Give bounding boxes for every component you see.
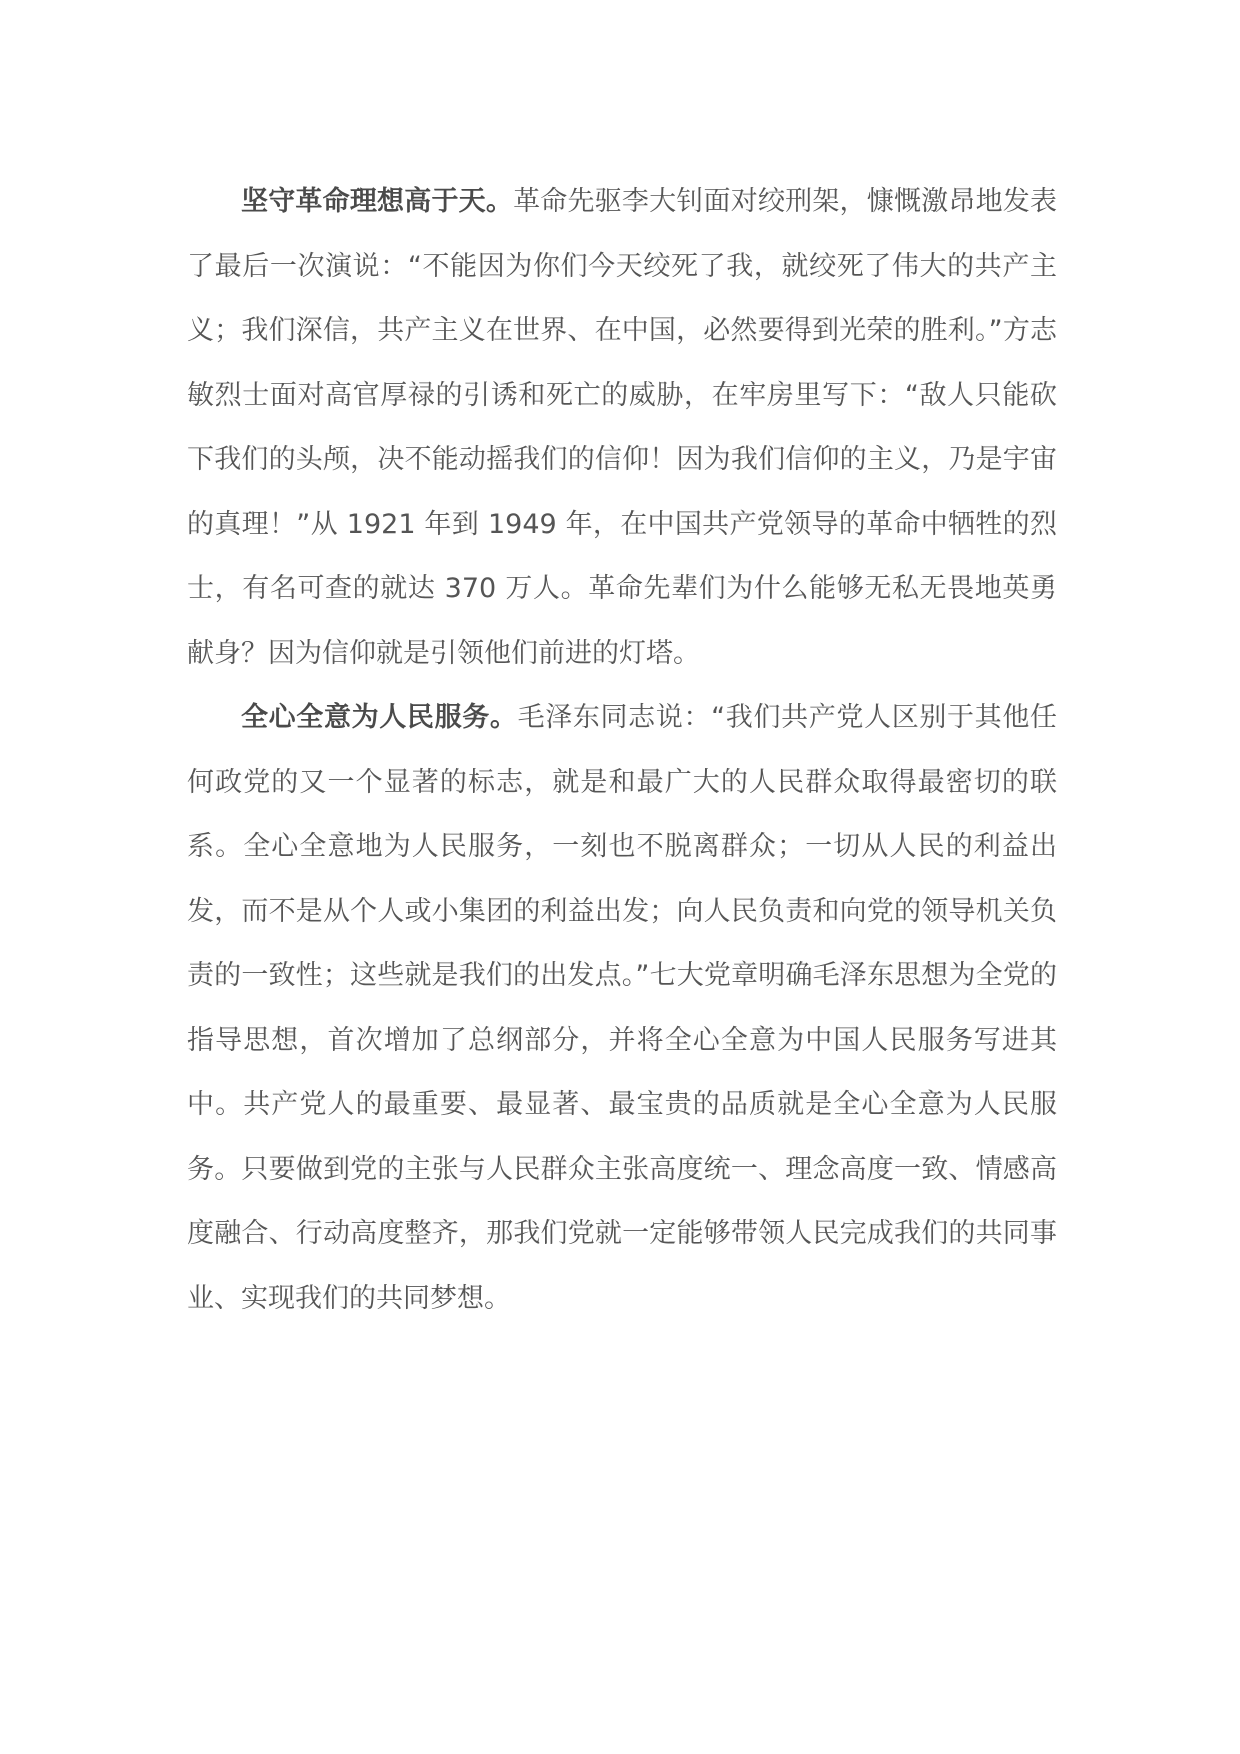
document-page bbox=[187, 170, 1057, 1331]
paragraph-body-text: 革命先驱李大钊面对绞刑架，慷慨激昂地发表了最后一次演说：“不能因为你们今天绞死了我，就绞死了伟大的共产主义；我们深信，共产主义在世界、在中国，必然要得到光荣的胜利。”方志敏烈士面对高官厚禄的引诱和死亡的威胁，在牢房里写下：“敌人只能砍下我们的头颅，决不能动摇我们的信仰！因为我们信仰的主义，乃是宇宙的真理！”从 1921 年到 1949 年，在中国共产党领导的革命中牺牲的烈士，有名可查的就达 370 万人。革命先辈们为什么能够无私无畏地英勇献身？因为信仰就是引领他们前进的灯塔。 bbox=[187, 186, 1058, 669]
paragraph-revolutionary-ideals bbox=[187, 170, 1057, 686]
paragraph-lead-heading: 全心全意为人民服务。 bbox=[241, 702, 518, 733]
paragraph-body-text: 毛泽东同志说：“我们共产党人区别于其他任何政党的又一个显著的标志，就是和最广大的人民群众取得最密切的联系。全心全意地为人民服务，一刻也不脱离群众；一切从人民的利益出发，而不是从个人或小集团的利益出发；向人民负责和向党的领导机关负责的一致性；这些就是我们的出发点。”七大党章明确毛泽东思想为全党的指导思想，首次增加了总纲部分，并将全心全意为中国人民服务写进其中。共产党人的最重要、最显著、最宝贵的品质就是全心全意为人民服务。只要做到党的主张与人民群众主张高度统一、理念高度一致、情感高度融合、行动高度整齐，那我们党就一定能够带领人民完成我们的共同事业、实现我们的共同梦想。 bbox=[187, 702, 1057, 1314]
paragraph-lead-heading: 坚守革命理想高于天。 bbox=[241, 186, 514, 217]
paragraph-serve-the-people bbox=[187, 686, 1057, 1331]
